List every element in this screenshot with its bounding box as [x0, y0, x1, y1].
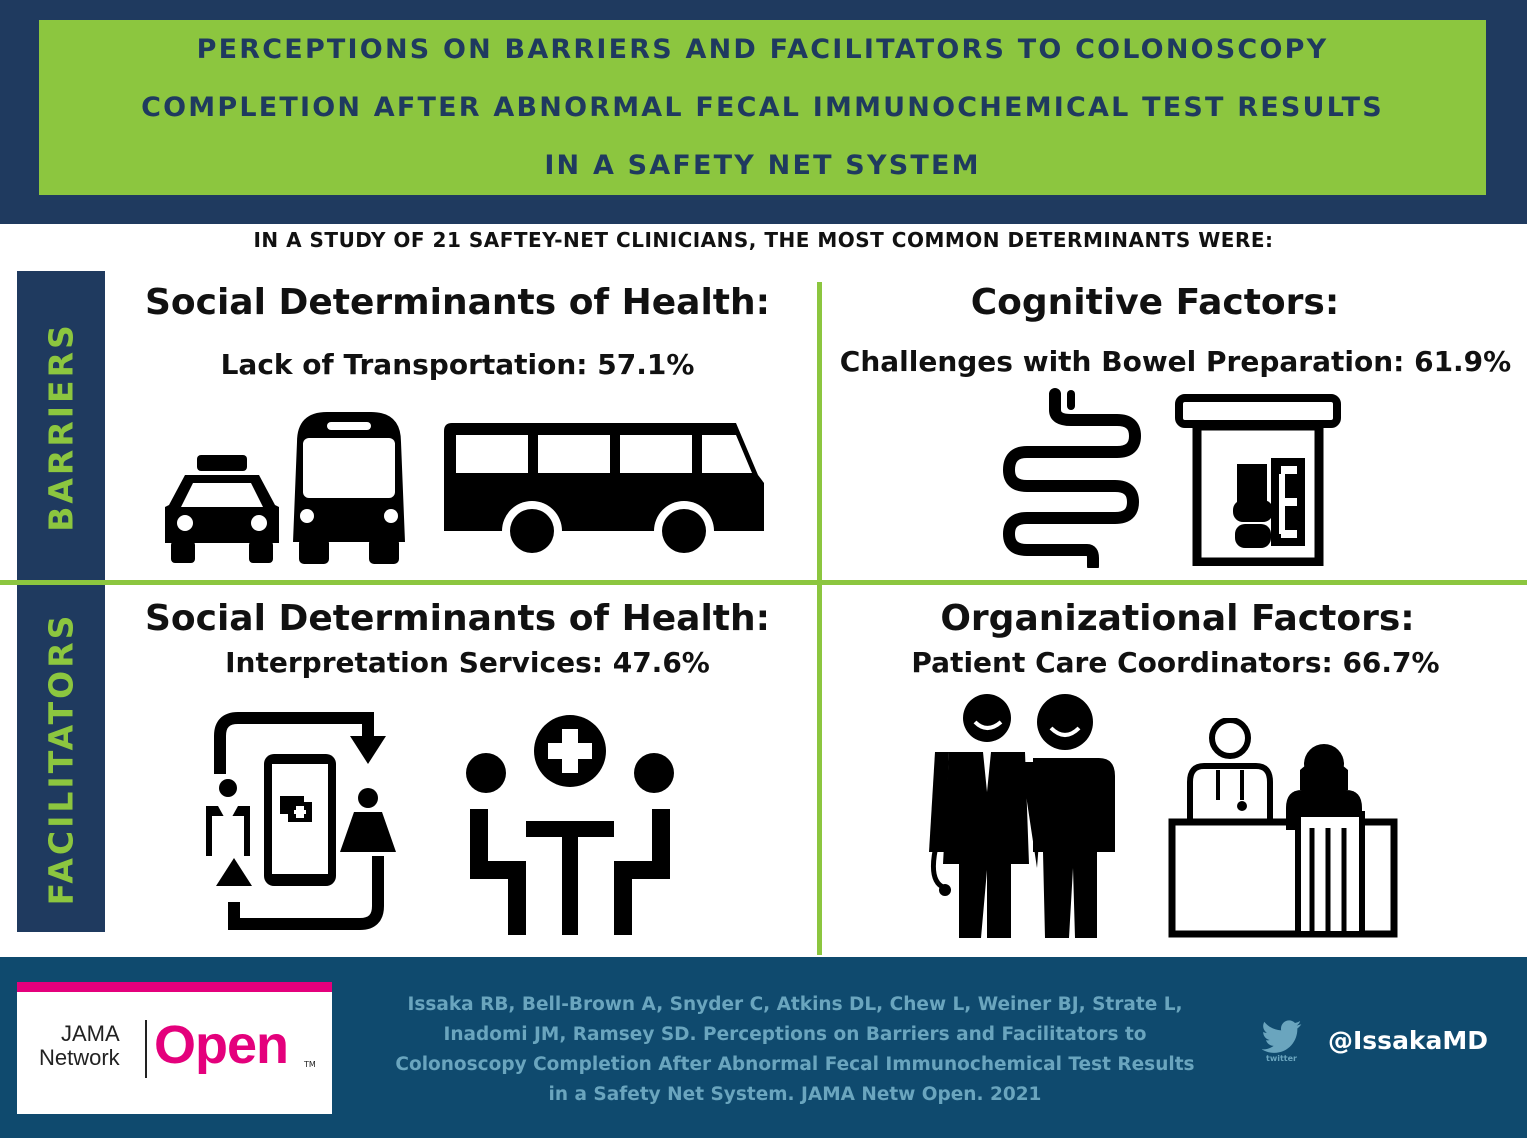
- facilitators-label: [17, 585, 105, 932]
- logo-jama-text: JAMA: [61, 1021, 120, 1046]
- logo-separator: [145, 1020, 147, 1078]
- reception-desk-icon: [1168, 718, 1398, 938]
- twitter-handle[interactable]: @IssakaMD: [1328, 1026, 1489, 1055]
- citation: [370, 990, 1220, 1110]
- logo-trademark: TM: [304, 1060, 316, 1069]
- facilitator-left-heading: Social Determinants of Health:: [144, 598, 771, 639]
- citation-line: in a Safety Net System. JAMA Netw Open. 2021: [548, 1084, 1042, 1105]
- vertical-divider: [817, 282, 822, 955]
- medicine-bottle-icon: [1175, 394, 1341, 566]
- twitter-wordmark: twitter: [1266, 1054, 1297, 1063]
- citation-line: Issaka RB, Bell-Brown A, Snyder C, Atkins DL, Chew L, Weiner BJ, Strate L,: [407, 994, 1183, 1015]
- logo-network-text: Network: [39, 1045, 120, 1070]
- facilitator-right-stat: Patient Care Coordinators: 66.7%: [911, 646, 1440, 679]
- title-line-3: IN A SAFETY NET SYSTEM: [544, 149, 981, 181]
- facilitator-left-stat: Interpretation Services: 47.6%: [225, 646, 710, 679]
- bus-side-icon: [444, 423, 764, 555]
- facilitators-label-text: FACILITATORS: [41, 612, 81, 905]
- logo-accent-bar: [17, 982, 332, 992]
- title-line-1: PERCEPTIONS ON BARRIERS AND FACILITATORS TO COLONOSCOPY: [196, 33, 1329, 65]
- citation-line: Colonoscopy Completion After Abnormal Fecal Immunochemical Test Results: [395, 1054, 1195, 1075]
- interpretation-phone-icon: [200, 706, 400, 936]
- facilitator-right-heading: Organizational Factors:: [940, 598, 1415, 639]
- horizontal-divider: [0, 580, 1527, 585]
- title-line-2: COMPLETION AFTER ABNORMAL FECAL IMMUNOCHEMICAL TEST RESULTS: [141, 91, 1384, 123]
- subtitle: IN A STUDY OF 21 SAFTEY-NET CLINICIANS, THE MOST COMMON DETERMINANTS WERE:: [253, 228, 1274, 252]
- twitter-icon[interactable]: [1262, 1020, 1302, 1054]
- citation-line: Inadomi JM, Ramsey SD. Perceptions on Barriers and Facilitators to: [443, 1024, 1147, 1045]
- barrier-right-stat: Challenges with Bowel Preparation: 61.9%: [839, 345, 1512, 378]
- barrier-left-heading: Social Determinants of Health:: [144, 282, 771, 323]
- jama-network-open-logo[interactable]: [17, 982, 332, 1114]
- doctor-patient-icon: [925, 692, 1120, 940]
- intestine-icon: [997, 388, 1145, 568]
- bus-front-icon: [287, 412, 411, 564]
- taxi-icon: [163, 455, 281, 563]
- medical-consultation-icon: [462, 713, 678, 939]
- logo-open-text: Open: [154, 1015, 289, 1075]
- barrier-left-stat: Lack of Transportation: 57.1%: [220, 348, 695, 381]
- logo-jama-network: [39, 1022, 120, 1070]
- barriers-label-text: BARRIERS: [41, 321, 81, 532]
- barrier-right-heading: Cognitive Factors:: [970, 282, 1340, 323]
- title-box: [39, 20, 1486, 195]
- barriers-label: [17, 271, 105, 582]
